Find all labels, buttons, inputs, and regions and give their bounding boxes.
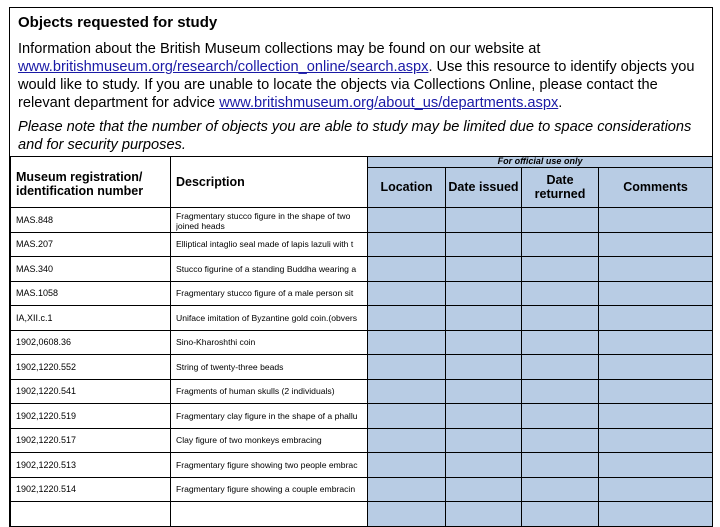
registration-cell[interactable] xyxy=(11,502,171,527)
header-comments: Comments xyxy=(599,167,713,207)
registration-cell[interactable]: 1902,1220.541 xyxy=(11,379,171,404)
date-issued-cell[interactable] xyxy=(446,379,522,404)
table-row xyxy=(11,502,713,527)
date-issued-cell[interactable] xyxy=(446,232,522,257)
location-cell[interactable] xyxy=(368,502,446,527)
date-returned-cell[interactable] xyxy=(522,355,599,380)
intro-text-1: Information about the British Museum collections may be found on our website at xyxy=(18,41,541,57)
registration-cell[interactable]: MAS.1058 xyxy=(11,281,171,306)
description-cell[interactable]: Elliptical intaglio seal made of lapis lazuli with t xyxy=(171,232,368,257)
departments-link[interactable]: www.britishmuseum.org/about_us/departments.aspx xyxy=(219,95,559,111)
date-returned-cell[interactable] xyxy=(522,232,599,257)
date-issued-cell[interactable] xyxy=(446,453,522,478)
date-returned-cell[interactable] xyxy=(522,208,599,233)
location-cell[interactable] xyxy=(368,453,446,478)
date-returned-cell[interactable] xyxy=(522,330,599,355)
registration-cell[interactable]: 1902,1220.517 xyxy=(11,428,171,453)
date-returned-cell[interactable] xyxy=(522,306,599,331)
location-cell[interactable] xyxy=(368,477,446,502)
location-cell[interactable] xyxy=(368,257,446,282)
date-issued-cell[interactable] xyxy=(446,502,522,527)
date-returned-cell[interactable] xyxy=(522,281,599,306)
comments-cell[interactable] xyxy=(599,477,713,502)
comments-cell[interactable] xyxy=(599,379,713,404)
header-location: Location xyxy=(368,167,446,207)
date-issued-cell[interactable] xyxy=(446,306,522,331)
date-issued-cell[interactable] xyxy=(446,208,522,233)
description-cell[interactable] xyxy=(171,502,368,527)
registration-cell[interactable]: IA,XII.c.1 xyxy=(11,306,171,331)
table-row xyxy=(11,477,713,502)
date-issued-cell[interactable] xyxy=(446,477,522,502)
space-note: Please note that the number of objects you are able to study may be limited due to space considerations and for security purposes. xyxy=(18,119,692,153)
description-cell[interactable] xyxy=(171,208,368,233)
description-cell[interactable]: Fragments of human skulls (2 individuals) xyxy=(171,379,368,404)
comments-cell[interactable] xyxy=(599,453,713,478)
header-description: Description xyxy=(171,157,368,208)
date-returned-cell[interactable] xyxy=(522,453,599,478)
date-issued-cell[interactable] xyxy=(446,404,522,429)
table-row xyxy=(11,379,713,404)
registration-cell[interactable]: 1902,0608.36 xyxy=(11,330,171,355)
collection-search-link[interactable]: www.britishmuseum.org/research/collection_online/search.aspx xyxy=(18,59,429,75)
comments-cell[interactable] xyxy=(599,404,713,429)
registration-cell[interactable]: 1902,1220.514 xyxy=(11,477,171,502)
table-row xyxy=(11,281,713,306)
description-cell[interactable]: Stucco figurine of a standing Buddha wearing a xyxy=(171,257,368,282)
registration-cell[interactable]: 1902,1220.552 xyxy=(11,355,171,380)
form-title: Objects requested for study xyxy=(18,14,218,31)
date-issued-cell[interactable] xyxy=(446,257,522,282)
date-issued-cell[interactable] xyxy=(446,428,522,453)
description-cell[interactable]: Fragmentary figure showing two people embrac xyxy=(171,453,368,478)
description-text: Fragmentary stucco figure in the shape of two joined heads xyxy=(176,211,351,232)
location-cell[interactable] xyxy=(368,281,446,306)
date-issued-cell[interactable] xyxy=(446,355,522,380)
description-cell[interactable]: Sino-Kharoshthi coin xyxy=(171,330,368,355)
registration-cell[interactable]: 1902,1220.513 xyxy=(11,453,171,478)
objects-table xyxy=(10,156,713,527)
comments-cell[interactable] xyxy=(599,428,713,453)
location-cell[interactable] xyxy=(368,355,446,380)
header-date-issued: Date issued xyxy=(446,167,522,207)
description-cell[interactable]: Clay figure of two monkeys embracing xyxy=(171,428,368,453)
date-returned-cell[interactable] xyxy=(522,257,599,282)
table-row xyxy=(11,428,713,453)
date-returned-cell[interactable] xyxy=(522,379,599,404)
date-returned-cell[interactable] xyxy=(522,428,599,453)
date-returned-cell[interactable] xyxy=(522,404,599,429)
table-row xyxy=(11,257,713,282)
registration-cell[interactable]: MAS.848 xyxy=(11,208,171,233)
header-registration: Museum registration/ identification number xyxy=(11,157,171,208)
table-row xyxy=(11,208,713,233)
comments-cell[interactable] xyxy=(599,306,713,331)
request-form xyxy=(9,7,713,527)
table-row xyxy=(11,330,713,355)
intro-text-3: . xyxy=(558,95,563,111)
description-cell[interactable]: Fragmentary figure showing a couple embracin xyxy=(171,477,368,502)
comments-cell[interactable] xyxy=(599,502,713,527)
description-cell[interactable]: Uniface imitation of Byzantine gold coin.(obvers xyxy=(171,306,368,331)
header-date-returned: Date returned xyxy=(522,167,599,207)
location-cell[interactable] xyxy=(368,208,446,233)
location-cell[interactable] xyxy=(368,404,446,429)
date-issued-cell[interactable] xyxy=(446,330,522,355)
table-row xyxy=(11,306,713,331)
table-row xyxy=(11,232,713,257)
description-cell[interactable]: Fragmentary clay figure in the shape of a phallu xyxy=(171,404,368,429)
location-cell[interactable] xyxy=(368,428,446,453)
registration-cell[interactable]: MAS.340 xyxy=(11,257,171,282)
table-row xyxy=(11,453,713,478)
comments-cell[interactable] xyxy=(599,355,713,380)
registration-cell[interactable]: MAS.207 xyxy=(11,232,171,257)
table-row xyxy=(11,404,713,429)
date-issued-cell[interactable] xyxy=(446,281,522,306)
official-use-label: For official use only xyxy=(368,157,713,168)
location-cell[interactable] xyxy=(368,306,446,331)
intro-text-2: . Use this resource to identify objects you would like to study. If you are unable to locate the objects via Collections Online, please contact the relevant department for advice xyxy=(18,59,695,111)
description-cell[interactable]: String of twenty-three beads xyxy=(171,355,368,380)
comments-cell[interactable] xyxy=(599,330,713,355)
intro-paragraph xyxy=(18,40,708,112)
date-returned-cell[interactable] xyxy=(522,502,599,527)
description-cell[interactable]: Fragmentary stucco figure of a male person sit xyxy=(171,281,368,306)
comments-cell[interactable] xyxy=(599,232,713,257)
table-row xyxy=(11,355,713,380)
date-returned-cell[interactable] xyxy=(522,477,599,502)
comments-cell[interactable] xyxy=(599,281,713,306)
comments-cell[interactable] xyxy=(599,257,713,282)
location-cell[interactable] xyxy=(368,330,446,355)
registration-cell[interactable]: 1902,1220.519 xyxy=(11,404,171,429)
location-cell[interactable] xyxy=(368,379,446,404)
location-cell[interactable] xyxy=(368,232,446,257)
comments-cell[interactable] xyxy=(599,208,713,233)
